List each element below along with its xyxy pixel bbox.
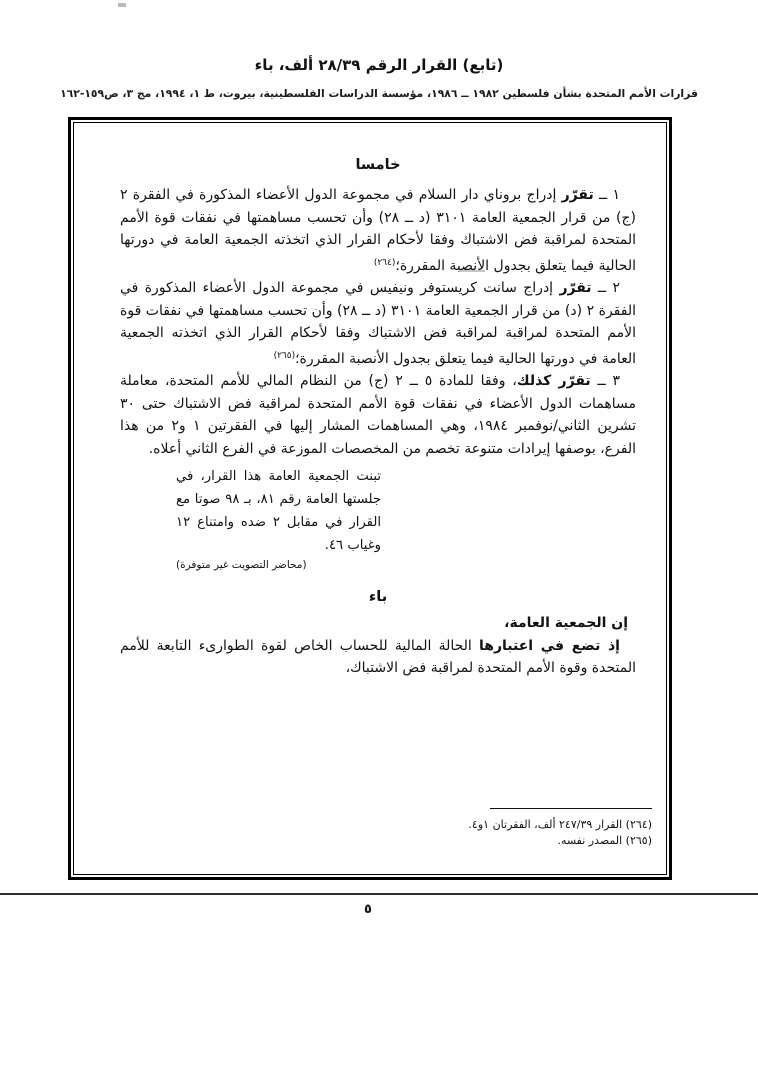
paragraph-number: ٣ ــ <box>590 373 621 389</box>
paragraph-number: ١ ــ <box>593 187 620 203</box>
paragraph-text: إدراج سانت كريستوفر ونيفيس في مجموعة الدول الأعضاء المذكورة في الفقرة ٢ (د) من قرار الجمعية العامة ٣١٠١ (د ــ ٢٨) وأن تحسب مساهمتها في نفقات قوة الأمم المتحدة لمراقبة لمراقبة فض الاشتباك وفقا لأحكام القرار الذي اتخذته الجمعية العامة في دورتها الحالية فيما يتعلق بجدول الأنصبة المقررة؛ <box>120 280 636 367</box>
page-number: ٥ <box>364 902 372 917</box>
footnote-264: (٢٦٤) القرار ٢٤٧/٣٩ ألف، الفقرتان ١و٤. <box>468 818 652 831</box>
vote-note-text: تبنت الجمعية العامة هذا القرار، في جلستها العامة رقم ٨١، بـ ٩٨ صوتا مع القرار في مقابل ٢ ضده وامتناع ١٢ وغياب ٤٦. <box>176 469 381 553</box>
paragraph-text: إدراج بروناي دار السلام في مجموعة الدول الأعضاء المذكورة في الفقرة ٢ (ج) من قرار الجمعية العامة ٣١٠١ (د ــ ٢٨) وأن تحسب مساهمتها في نفقات قوة الأمم المتحدة لمراقبة فض الاشتباك وفقا لأحكام القرار الذي اتخذته الجمعية العامة في دورتها الحالية فيما يتعلق بجدول الأنصبة المقررة؛ <box>120 187 637 274</box>
decides-keyword: تقرّر <box>559 280 592 296</box>
section-heading-ba: باء <box>368 589 388 605</box>
section-heading-fifthly: خامسا <box>355 157 401 173</box>
paragraph-text: ، وفقا للمادة ٥ ــ ٢ (ج) من النظام المالي للأمم المتحدة، معاملة مساهمات الدول الأعضاء في نفقات قوة الأمم المتحدة لمراقبة فض الاشتباك حتى ٣٠ تشرين الثاني/نوفمبر ١٩٨٤، وهي المساهمات المشار إليها في الفقرتين ١ و٢ من هذا الفرع، بوصفها إيرادات متنوعة تخصم من المخصصات الموزعة في الفرع الثاني أعلاه. <box>120 373 636 457</box>
footnote-ref-265: (٢٦٥) <box>273 350 296 361</box>
decides-keyword: تقرّر <box>561 187 594 203</box>
scan-page-edge-line <box>0 893 758 895</box>
paragraph-number: ٢ ــ <box>591 280 621 296</box>
adoption-vote-note <box>176 465 381 574</box>
operative-paragraph-3 <box>120 370 636 460</box>
page-border-frame-inner <box>73 122 667 875</box>
footnotes-block <box>88 808 652 848</box>
paragraph-text: الحالة المالية للحساب الخاص لقوة الطوارىء التابعة للأمم المتحدة وقوة الأمم المتحدة لمراقبة فض الاشتباك، <box>120 637 636 676</box>
page-border-frame <box>68 117 672 880</box>
operative-paragraph-1 <box>120 184 636 277</box>
preamble-paragraph-1 <box>120 635 636 680</box>
scan-artifact-mark <box>118 3 126 7</box>
preamble-opening <box>120 612 636 635</box>
footnote-separator-rule <box>490 808 652 809</box>
operative-paragraph-2 <box>120 277 636 370</box>
source-citation: قرارات الأمم المتحدة بشأن فلسطين ١٩٨٢ ــ ١٩٨٦، مؤسسة الدراسات الفلسطينية، بيروت، ط ١، ١٩٩٤، مج ٣، ص١٥٩-١٦٢ <box>60 87 698 100</box>
resolution-title: (تابع) القرار الرقم ٢٨/٣٩ ألف، باء <box>254 56 504 74</box>
scan-artifact-dash <box>459 270 485 272</box>
footnote-ref-264: (٢٦٤) <box>373 257 396 268</box>
decides-keyword: تقرّر كذلك <box>516 373 591 389</box>
voting-records-note: (محاضر التصويت غير متوفرة) <box>176 559 307 571</box>
page-header <box>0 56 758 100</box>
bearing-in-mind-keyword: إذ تضع في اعتبارها <box>479 637 620 654</box>
footnote-265: (٢٦٥) المصدر نفسه. <box>557 833 652 847</box>
assembly-phrase: إن الجمعية العامة، <box>504 615 628 631</box>
